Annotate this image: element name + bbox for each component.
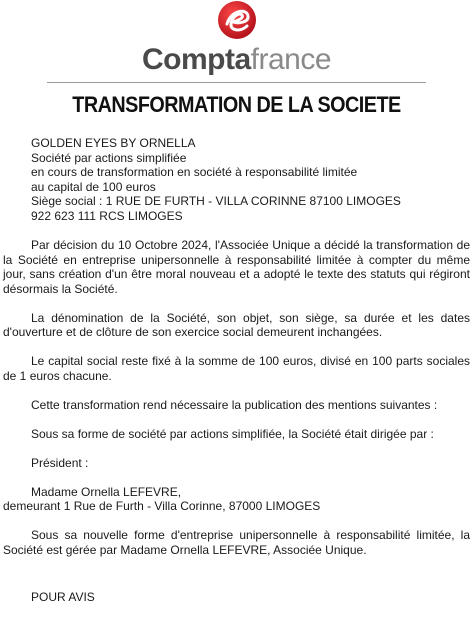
paragraph-capital: Le capital social reste fixé à la somme de 100 euros, divisé en 100 parts sociales de 1 euros chacune.: [3, 354, 470, 383]
notice-title: TRANSFORMATION DE LA SOCIETE: [72, 92, 401, 117]
paragraph-president-details: Madame Ornella LEFEVRE, demeurant 1 Rue de Furth - Villa Corinne, 87000 LIMOGES: [3, 484, 321, 513]
notice-body: [3, 238, 470, 572]
company-address: Siège social : 1 RUE DE FURTH - VILLA CORINNE 87100 LIMOGES: [31, 194, 401, 208]
paragraph-publication: Cette transformation rend nécessaire la publication des mentions suivantes :: [31, 397, 438, 412]
paragraph-new-management: Sous sa nouvelle forme d'entreprise unipersonnelle à responsabilité limitée, la Société est gérée par Madame Ornella LEFEVRE, Associée Unique.: [3, 528, 470, 557]
brand-part-france: france: [250, 43, 332, 76]
comptafrance-logo-icon: [213, 0, 261, 42]
company-header: [31, 136, 451, 223]
company-name: GOLDEN EYES BY ORNELLA: [31, 136, 196, 150]
header-divider: [47, 82, 426, 83]
paragraph-president-label: Président :: [31, 455, 89, 470]
paragraph-decision: Par décision du 10 Octobre 2024, l'Associée Unique a décidé la transformation de la Société en entreprise unipersonnelle à responsabilité limitée à compter du même jour, sans création d'un être moral nouveau et a adopté le texte des statuts qui régiront désormais la Société.: [3, 238, 470, 296]
brand-wordmark: [0, 42, 473, 78]
company-capital: au capital de 100 euros: [31, 179, 156, 194]
company-transformation-status: en cours de transformation en société à responsabilité limitée: [31, 165, 358, 179]
company-rcs: 922 623 111 RCS LIMOGES: [31, 208, 183, 223]
brand-part-compta: Compta: [141, 43, 251, 76]
signature: POUR AVIS: [31, 590, 95, 604]
company-form: Société par actions simplifiée: [31, 150, 187, 165]
paragraph-denomination: La dénomination de la Société, son objet, son siège, sa durée et les dates d'ouverture et de clôture de son exercice social demeurent inchangées.: [3, 310, 470, 339]
paragraph-former-management: Sous sa forme de société par actions simplifiée, la Société était dirigée par :: [31, 426, 434, 441]
